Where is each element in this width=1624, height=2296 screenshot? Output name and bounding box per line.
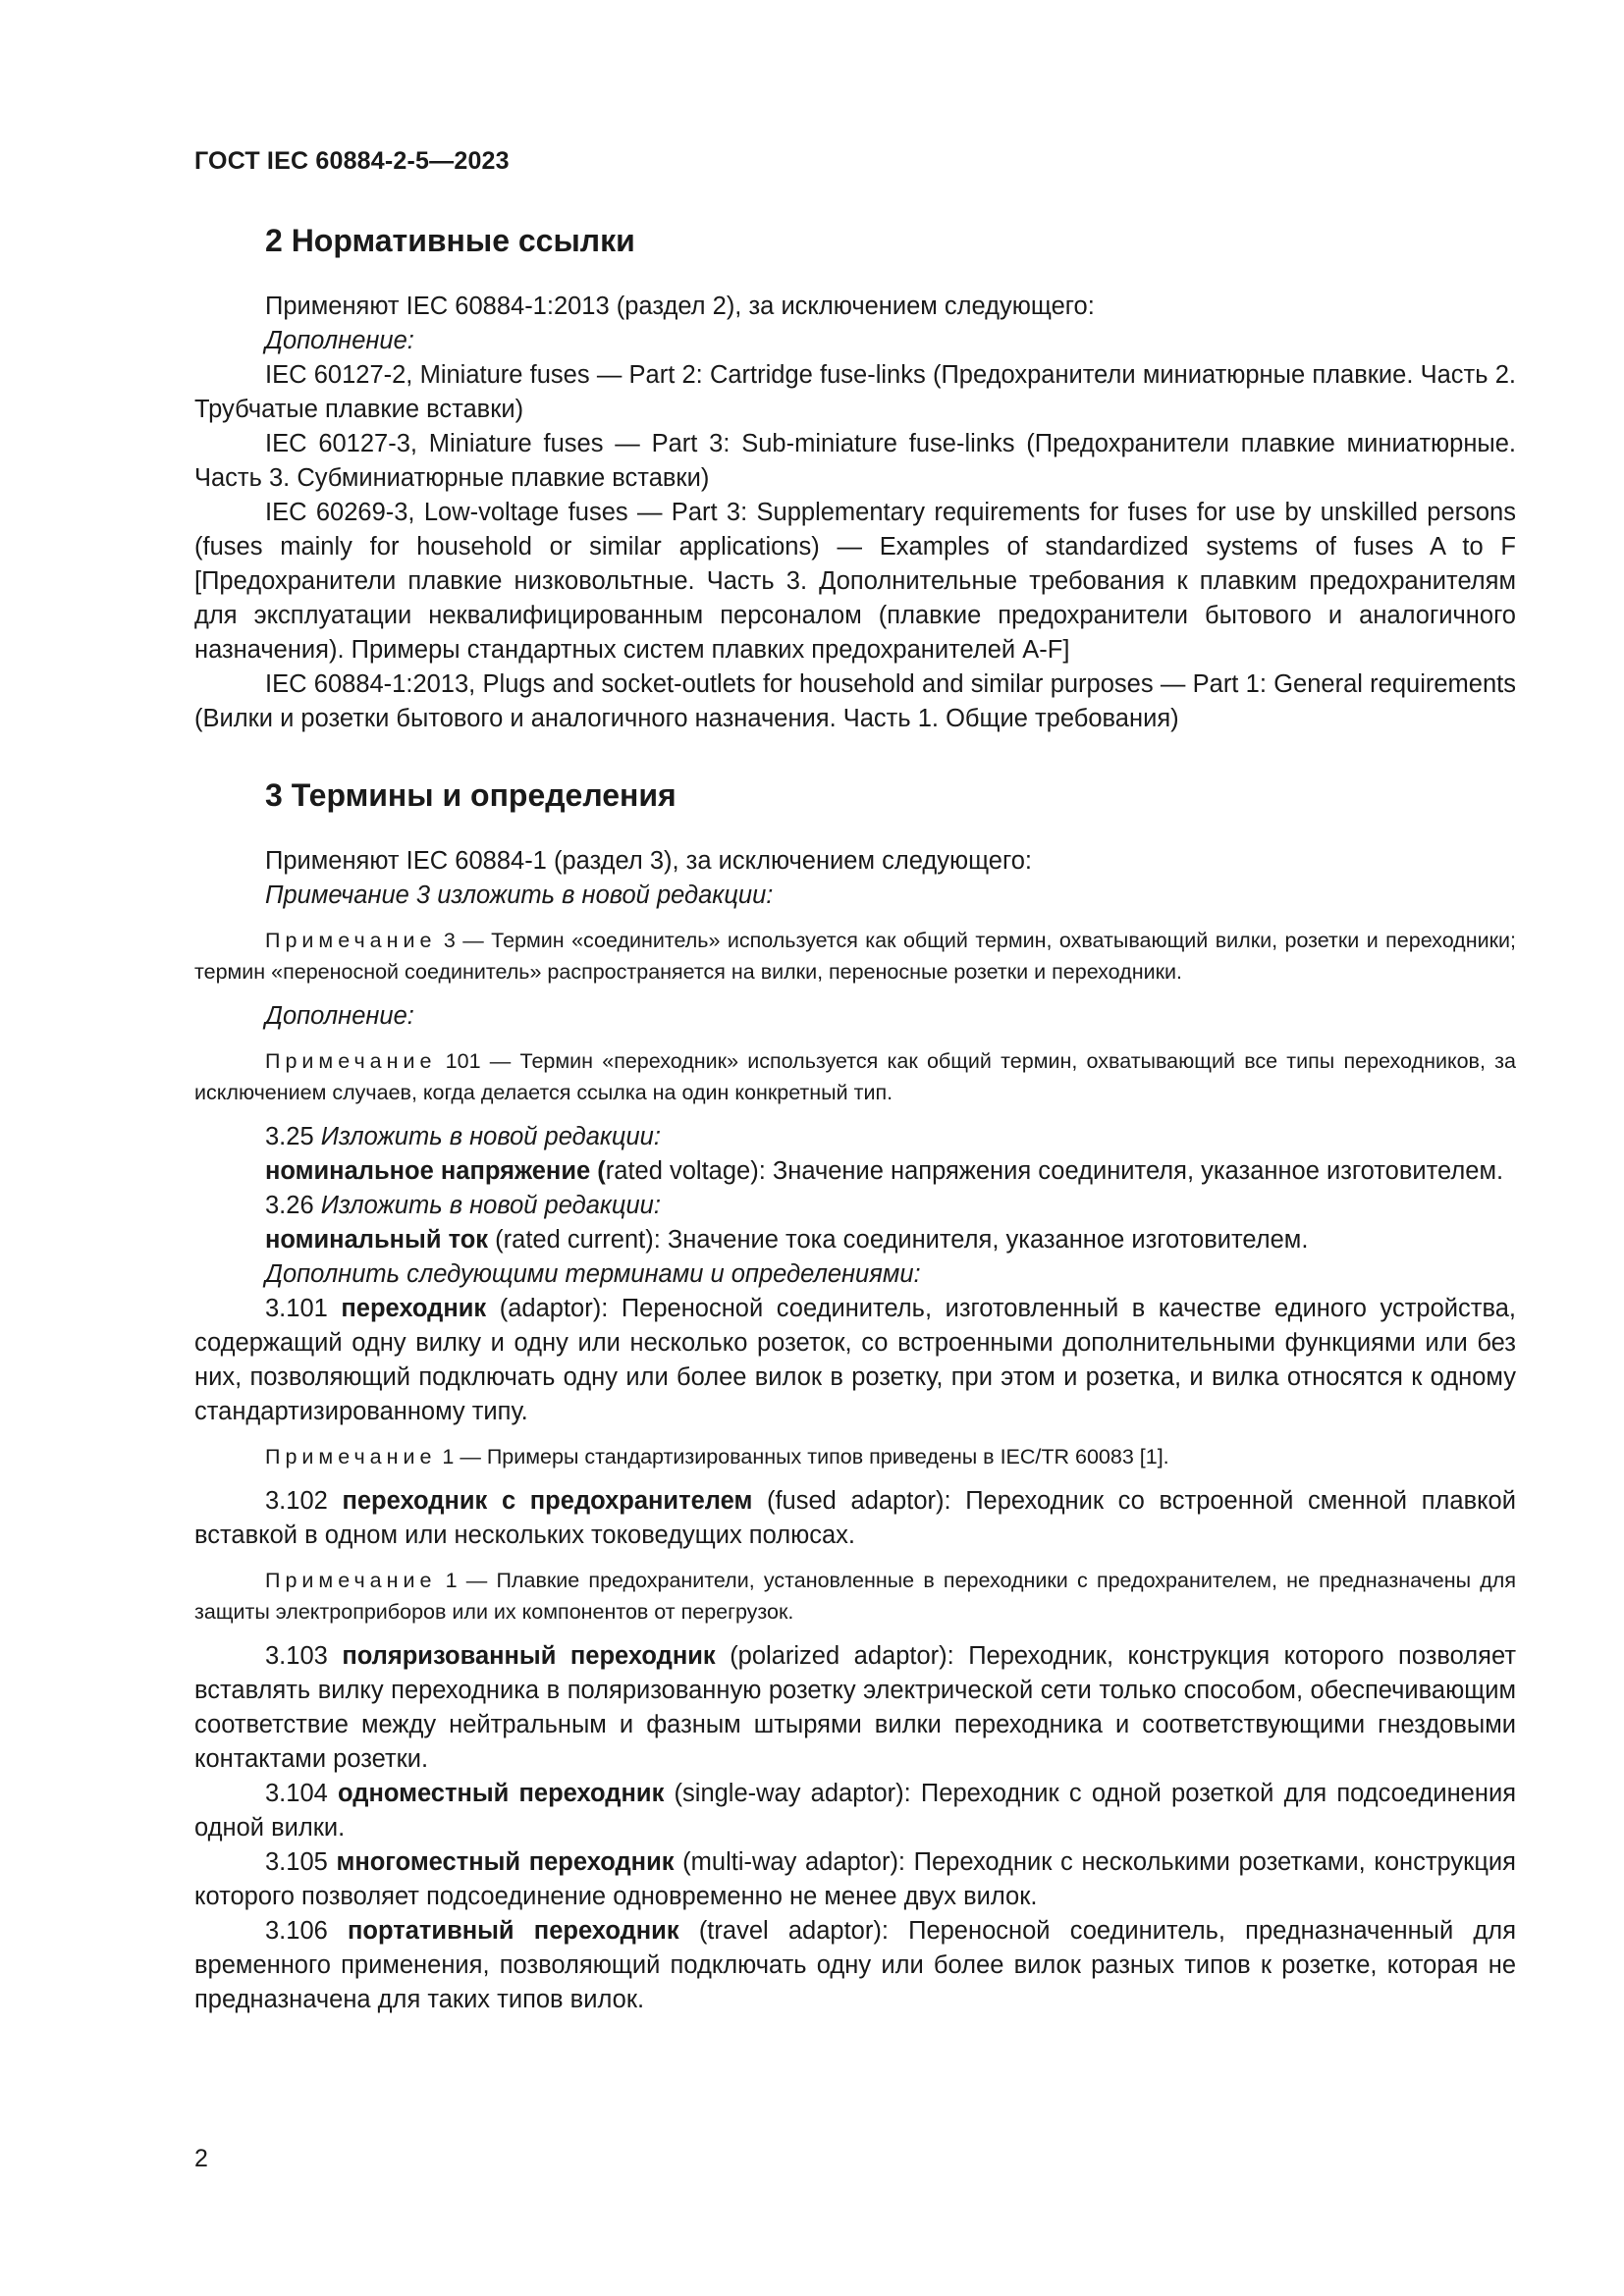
term-name: портативный переходник bbox=[348, 1917, 679, 1945]
section-3-addition: Дополнение: bbox=[265, 1002, 414, 1030]
term-3-106 bbox=[194, 1914, 1516, 2017]
section-2-title: 2 Нормативные ссылки bbox=[265, 223, 635, 258]
note-3-instruction: Примечание 3 изложить в новой редакции: bbox=[265, 881, 774, 909]
clause-3-26-instruction bbox=[194, 1189, 1516, 1223]
clause-instruction: Изложить в новой редакции: bbox=[320, 1123, 661, 1150]
term-definition: (adaptor): Переносной соединитель, изготовленный в качестве единого устройства, содержащий одну вилку и одну или несколько розеток, со встроенными дополнительными функциями или без них, позволяющий подключать одну или более вилок в розетку, при этом и розетка, и вилка относятся к одному стандартизированному типу. bbox=[194, 1295, 1516, 1425]
section-3-intro: Применяют IEC 60884-1 (раздел 3), за исключением следующего: bbox=[265, 847, 1032, 875]
term-number: 3.101 bbox=[265, 1295, 342, 1322]
page-number: 2 bbox=[194, 2145, 208, 2172]
note-101 bbox=[194, 1045, 1516, 1108]
term-name: одноместный переходник bbox=[338, 1780, 665, 1807]
clause-number: 3.25 bbox=[265, 1123, 321, 1150]
note-label: Примечание bbox=[265, 1569, 437, 1592]
term-definition: (polarized adaptor): Переходник, конструкция которого позволяет вставлять вилку переходника в поляризованную розетку электрической сети только способом, обеспечивающим соответствие между нейтральным и фазным штырями вилки переходника и соответствующими гнездовыми контактами розетки. bbox=[194, 1642, 1517, 1773]
note-3-102 bbox=[194, 1565, 1516, 1628]
note-label: Примечание bbox=[265, 929, 437, 952]
clause-3-25-instruction bbox=[194, 1120, 1516, 1154]
reference-item: IEC 60127-2, Miniature fuses — Part 2: Cartridge fuse-links (Предохранители миниатюрные плавкие. Часть 2. Трубчатые плавкие вставки) bbox=[194, 361, 1516, 423]
term-3-104 bbox=[194, 1777, 1516, 1845]
reference-item: IEC 60127-3, Miniature fuses — Part 3: Sub-miniature fuse-links (Предохранители плавкие миниатюрные. Часть 3. Субминиатюрные плавкие вставки) bbox=[194, 430, 1516, 492]
reference-item: IEC 60269-3, Low-voltage fuses — Part 3: Supplementary requirements for fuses for use by unskilled persons (fuses mainly for household or similar applications) — Examples of standardized systems of fuses A to F [Предохранители плавкие низковольтные. Часть 3. Дополнительные требования к плавким предохранителям для эксплуатации неквалифицированным персоналом (плавкие предохранители бытового и аналогичного назначения). Примеры стандартных систем плавких предохранителей A-F] bbox=[194, 499, 1516, 664]
add-terms-instruction: Дополнить следующими терминами и определениями: bbox=[265, 1260, 921, 1288]
section-3-title: 3 Термины и определения bbox=[265, 777, 677, 813]
note-text: 3 — Термин «соединитель» используется как общий термин, охватывающий вилки, розетки и переходники; термин «переносной соединитель» распространяется на вилки, переносные розетки и переходники. bbox=[194, 929, 1516, 984]
note-text: 1 — Плавкие предохранители, установленные в переходники с предохранителем, не предназначены для защиты электроприборов или их компонентов от перегрузок. bbox=[194, 1569, 1516, 1624]
term-3-101 bbox=[194, 1292, 1516, 1429]
term-number: 3.103 bbox=[265, 1642, 343, 1670]
term-definition: (single-way adaptor): Переходник с одной розеткой для подсоединения одной вилки. bbox=[194, 1780, 1517, 1842]
term-name: номинальное напряжение ( bbox=[265, 1157, 606, 1185]
term-3-26 bbox=[194, 1223, 1516, 1257]
term-name: поляризованный переходник bbox=[342, 1642, 716, 1670]
note-label: Примечание bbox=[265, 1445, 437, 1468]
note-3 bbox=[194, 925, 1516, 988]
term-number: 3.104 bbox=[265, 1780, 339, 1807]
term-name: номинальный ток bbox=[265, 1226, 489, 1254]
section-2-intro: Применяют IEC 60884-1:2013 (раздел 2), за исключением следующего: bbox=[265, 293, 1095, 320]
term-number: 3.105 bbox=[265, 1848, 337, 1876]
clause-number: 3.26 bbox=[265, 1192, 321, 1219]
reference-item: IEC 60884-1:2013, Plugs and socket-outlets for household and similar purposes — Part 1: General requirements (Вилки и розетки бытового и аналогичного назначения. Часть 1. Общие требования) bbox=[194, 670, 1516, 732]
term-3-102 bbox=[194, 1484, 1516, 1553]
term-name: переходник bbox=[341, 1295, 487, 1322]
term-name: многоместный переходник bbox=[336, 1848, 675, 1876]
document-header: ГОСТ IEC 60884-2-5—2023 bbox=[194, 147, 510, 175]
note-3-101 bbox=[194, 1441, 1516, 1472]
term-definition: (multi-way adaptor): Переходник с несколькими розетками, конструкция которого позволяет подсоединение одновременно не менее двух вилок. bbox=[194, 1848, 1516, 1910]
term-3-105 bbox=[194, 1845, 1516, 1914]
section-2-addition: Дополнение: bbox=[265, 327, 414, 354]
note-text: 101 — Термин «переходник» используется как общий термин, охватывающий все типы переходников, за исключением случаев, когда делается ссылка на один конкретный тип. bbox=[194, 1049, 1516, 1104]
term-definition: rated voltage): Значение напряжения соединителя, указанное изготовителем. bbox=[605, 1157, 1504, 1185]
note-label: Примечание bbox=[265, 1049, 437, 1073]
term-number: 3.106 bbox=[265, 1917, 349, 1945]
term-number: 3.102 bbox=[265, 1487, 343, 1515]
term-definition: (fused adaptor): Переходник со встроенной сменной плавкой вставкой в одном или нескольких токоведущих полюсах. bbox=[194, 1487, 1516, 1549]
term-definition: (rated current): Значение тока соединителя, указанное изготовителем. bbox=[488, 1226, 1309, 1254]
term-3-103 bbox=[194, 1639, 1516, 1777]
clause-instruction: Изложить в новой редакции: bbox=[320, 1192, 661, 1219]
term-definition: (travel adaptor): Переносной соединитель, предназначенный для временного применения, позволяющий подключать одну или более вилок разных типов к розетке, которая не предназначена для таких типов вилок. bbox=[194, 1917, 1516, 2013]
note-text: 1 — Примеры стандартизированных типов приведены в IEC/TR 60083 [1]. bbox=[436, 1445, 1169, 1468]
term-3-25 bbox=[194, 1154, 1516, 1189]
term-name: переходник с предохранителем bbox=[342, 1487, 753, 1515]
page-content bbox=[194, 221, 1516, 2017]
